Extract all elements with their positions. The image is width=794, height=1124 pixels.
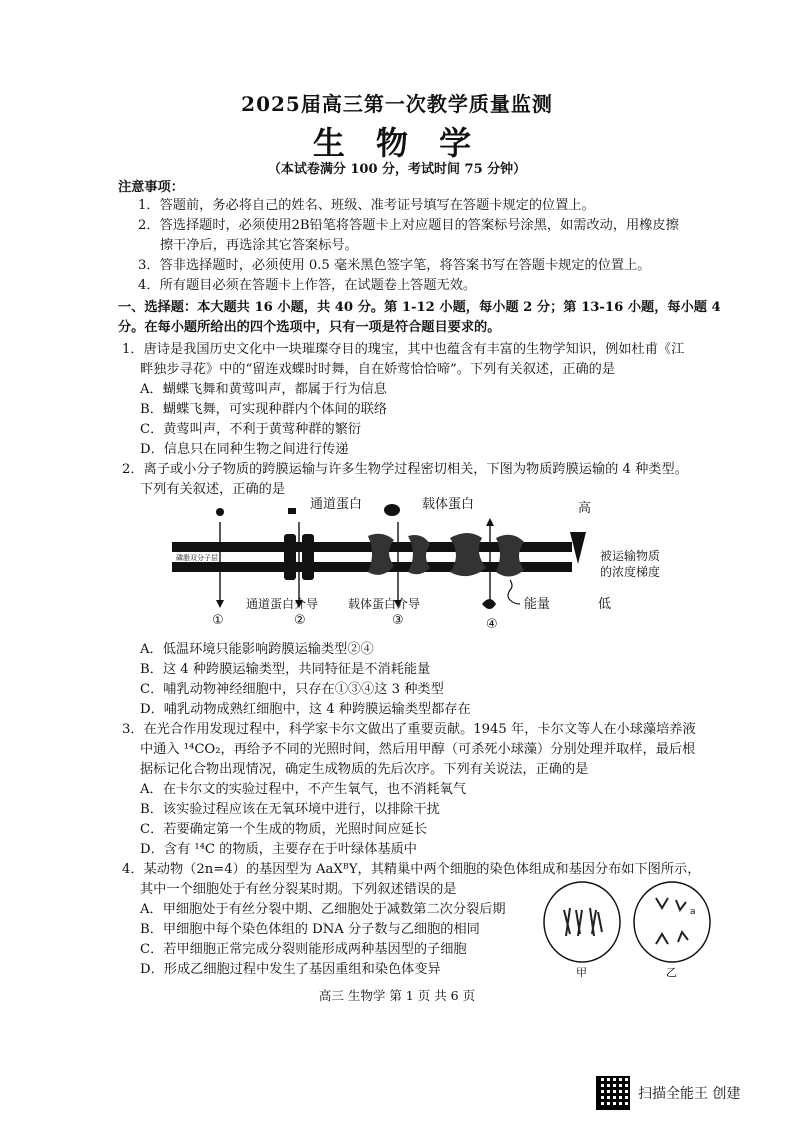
carrier-protein-right	[408, 535, 430, 574]
question-1-option-b: B．蝴蝶飞舞，可实现种群内个体间的联络	[140, 402, 388, 417]
question-3-option-d: D．含有 ¹⁴C 的物质，主要存在于叶绿体基质中	[140, 842, 417, 857]
note-item: 擦干净后，再选涂其它答案标号。	[160, 238, 358, 253]
notes-heading: 注意事项：	[118, 180, 184, 195]
qr-code-icon	[596, 1076, 630, 1110]
carrier-mediated-label: 载体蛋白介导	[348, 597, 421, 611]
question-4-stem: 4．某动物（2n=4）的基因型为 AaXᴮY，其精巢中两个细胞的染色体组成和基因分布如下图所示，	[122, 862, 701, 877]
question-4-stem-2: 其中一个细胞处于有丝分裂某时期。下列叙述错误的是	[140, 882, 457, 897]
question-3-stem-3: 据标记化合物出现情况，确定生成物质的先后次序。下列有关说法，正确的是	[140, 762, 589, 777]
section-heading: 一、选择题：本大题共 16 小题，共 40 分。第 1-12 小题，每小题 2 分；第 13-16 小题，每小题 4	[118, 300, 721, 315]
gradient-low-label: 低	[598, 597, 612, 612]
question-2-option-c: C．哺乳动物神经细胞中，只存在①③④这 3 种类型	[140, 682, 444, 697]
molecule-dot	[216, 508, 224, 516]
question-3-stem: 3．在光合作用发现过程中，科学家卡尔文做出了重要贡献。1945 年，卡尔文等人在小球藻培养液	[122, 722, 696, 737]
energy-label: 能量	[524, 597, 551, 612]
question-2-option-d: D．哺乳动物成熟红细胞中，这 4 种跨膜运输类型都存在	[140, 702, 471, 717]
exam-title: 2025届高三第一次教学质量监测	[241, 92, 553, 116]
cell-yi-chromosomes	[656, 898, 688, 944]
watermark-text: 扫描全能王 创建	[638, 1086, 741, 1102]
pump-protein-left	[450, 533, 486, 576]
cell-division-figure	[540, 880, 720, 980]
cell-jia-chromosomes	[564, 908, 602, 936]
gradient-high-label: 高	[578, 501, 592, 516]
question-3-stem-2: 中通入 ¹⁴CO₂，再给予不同的光照时间，然后用甲醇（可杀死小球藻）分别处理并取样，最后根	[140, 742, 696, 757]
question-2-stem-2: 下列有关叙述，正确的是	[140, 482, 286, 497]
note-item: 4．所有题目必须在答题卡上作答，在试题卷上答题无效。	[138, 278, 477, 293]
cell-jia	[544, 882, 620, 962]
question-3-option-a: A．在卡尔文的实验过程中，不产生氧气，也不消耗氧气	[140, 782, 467, 797]
channel-mediated-label: 通道蛋白介导	[246, 597, 319, 611]
question-4-option-a: A．甲细胞处于有丝分裂中期、乙细胞处于减数第二次分裂后期	[140, 902, 506, 917]
type-1-label: ①	[212, 613, 224, 628]
question-1-option-d: D．信息只在同种生物之间进行传递	[140, 442, 349, 457]
cell-jia-label: 甲	[576, 966, 587, 979]
question-4-option-d: D．形成乙细胞过程中发生了基因重组和染色体变异	[140, 962, 441, 977]
section-heading-2: 分。在每小题所给出的四个选项中，只有一项是符合题目要求的。	[118, 320, 501, 335]
gene-a-label: a	[690, 907, 696, 917]
note-item: 1．答题前，务必将自己的姓名、班级、准考证号填写在答题卡规定的位置上。	[138, 198, 595, 213]
type-2-label: ②	[294, 613, 306, 628]
energy-squiggle	[508, 580, 520, 604]
gradient-label-2: 的浓度梯度	[600, 565, 661, 579]
question-4-option-c: C．若甲细胞正常完成分裂则能形成两种基因型的子细胞	[140, 942, 467, 957]
gradient-label-1: 被运输物质	[600, 549, 661, 563]
channel-protein-right	[302, 534, 314, 580]
question-3-option-c: C．若要确定第一个生成的物质，光照时间应延长	[140, 822, 428, 837]
subject-title: 生 物 学	[312, 124, 482, 162]
question-3-option-b: B．该实验过程应该在无氧环境中进行，以排除干扰	[140, 802, 440, 817]
gradient-wedge	[570, 532, 586, 564]
arrow-head	[486, 518, 494, 526]
note-item: 3．答非选择题时，必须使用 0.5 毫米黑色签字笔，将答案书写在答题卡规定的位置上。	[138, 258, 651, 273]
type-3-label: ③	[392, 613, 404, 628]
exam-info: （本试卷满分 100 分，考试时间 75 分钟）	[267, 162, 527, 177]
question-2-option-a: A．低温环境只能影响跨膜运输类型②④	[140, 642, 374, 657]
type-4-label: ④	[486, 617, 498, 632]
cell-yi	[634, 882, 710, 962]
membrane-transport-figure	[160, 492, 680, 632]
question-1-option-c: C．黄莺叫声，不利于黄莺种群的繁衍	[140, 422, 362, 437]
question-4-option-b: B．甲细胞中每个染色体组的 DNA 分子数与乙细胞的相同	[140, 922, 480, 937]
arrow-head	[216, 600, 224, 608]
channel-protein-label: 通道蛋白	[310, 497, 363, 512]
channel-protein-left	[284, 534, 296, 580]
question-2-option-b: B．这 4 种跨膜运输类型，共同特征是不消耗能量	[140, 662, 431, 677]
page-footer: 高三 生物学 第 1 页 共 6 页	[318, 988, 476, 1003]
note-item: 2．答选择题时，必须使用2B铅笔将答题卡上对应题目的答案标号涂黑，如需改动，用橡皮擦	[138, 218, 679, 233]
molecule-oval	[384, 504, 400, 516]
pump-protein-right	[496, 535, 524, 577]
question-1-stem: 1．唐诗是我国历史文化中一块璀璨夺目的瑰宝，其中也蕴含有丰富的生物学知识，例如杜甫《江	[122, 342, 685, 357]
question-1-stem-2: 畔独步寻花》中的“留连戏蝶时时舞，自在娇莺恰恰啼”。下列有关叙述，正确的是	[140, 362, 616, 377]
question-2-stem: 2．离子或小分子物质的跨膜运输与许多生物学过程密切相关，下图为物质跨膜运输的 4 种类型。	[122, 462, 688, 477]
question-1-option-a: A．蝴蝶飞舞和黄莺叫声，都属于行为信息	[140, 382, 387, 397]
scanner-watermark	[596, 1076, 740, 1110]
molecule-drop	[482, 599, 496, 609]
carrier-protein-label: 载体蛋白	[422, 497, 475, 512]
molecule-square	[288, 508, 296, 514]
bilayer-label: 磷脂双分子层	[176, 554, 218, 562]
cell-yi-label: 乙	[666, 966, 677, 979]
carrier-protein-left	[368, 534, 394, 575]
